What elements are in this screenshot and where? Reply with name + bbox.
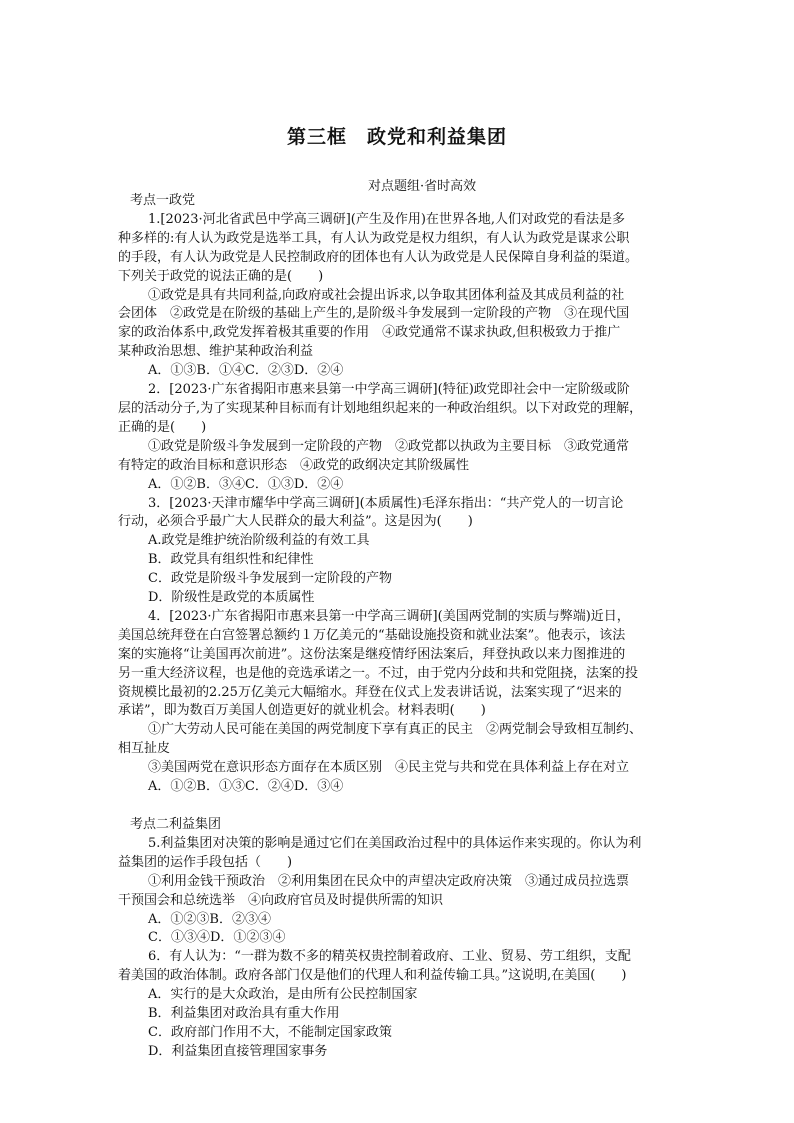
text-line: 某种政治思想、维护某种政治利益	[118, 344, 314, 360]
text-line: 相互扯皮	[118, 741, 171, 757]
text-line: 考点二利益集团	[130, 817, 222, 832]
text-line: ③美国两党在意识形态方面存在本质区别 ④民主党与共和党在具体利益上存在对立	[148, 760, 630, 776]
text-line: C．政府部门作用不大，不能制定国家政策	[148, 1024, 392, 1040]
document-body	[118, 192, 688, 1062]
text-line: 6．有人认为：“一群为数不多的精英权贵控制着政府、工业、贸易、劳工组织，支配	[148, 949, 631, 965]
text-line: 5.利益集团对决策的影响是通过它们在美国政治过程中的具体运作来实现的。你认为利	[148, 835, 642, 851]
text-line: 会团体 ②政党是在阶级的基础上产生的,是阶级斗争发展到一定阶段的产物 ③在现代国	[118, 306, 630, 322]
blank-line	[118, 797, 688, 816]
text-line: D．阶级性是政党的本质属性	[148, 590, 315, 606]
text-line: 下列关于政党的说法正确的是( )	[118, 268, 324, 284]
text-line: 美国总统拜登在白宫签署总额约１万亿美元的“基础设施投资和就业法案”。他表示，该法	[118, 627, 626, 643]
text-line: 案的实施将“让美国再次前进”。这份法案是继疫情纾困法案后，拜登执政以来力图推进的	[118, 646, 626, 662]
text-line: 着美国的政治体制。政府各部门仅是他们的代理人和利益传输工具。”这说明,在美国( )	[118, 968, 627, 984]
text-line: C．政党是阶级斗争发展到一定阶段的产物	[148, 571, 392, 587]
text-line: ①政党是具有共同利益,向政府或社会提出诉求,以争取其团体利益及其成员利益的社	[148, 287, 625, 303]
text-line: A．①②B．①③C．②④D．③④	[148, 779, 344, 795]
text-line: 4．[2023·广东省揭阳市惠来县第一中学高三调研](美国两党制的实质与弊端)近日，	[148, 608, 630, 624]
text-line: 考点一政党	[130, 193, 196, 208]
text-line: C．①③④D．①②③④	[148, 930, 286, 946]
text-line: 另一重大经济议程，也是他的竞选承诺之一。不过，由于党内分歧和共和党阻挠，法案的投	[118, 665, 639, 681]
text-line: A．①②B．③④C．①③D．②④	[148, 476, 344, 492]
text-line: 干预国会和总统选举 ④向政府官员及时提供所需的知识	[118, 892, 444, 908]
text-line: ①利用金钱干预政治 ②利用集团在民众中的声望决定政府决策 ③通过成员拉选票	[148, 873, 630, 889]
section-subtitle: 对点题组·省时高效	[368, 179, 477, 194]
text-line: A.政党是维护统治阶级利益的有效工具	[148, 533, 370, 549]
text-line: 种多样的:有人认为政党是选举工具，有人认为政党是权力组织，有人认为政党是谋求公职	[118, 230, 630, 246]
text-line: 资规模比最初的2.25万亿美元大幅缩水。拜登在仪式上发表讲话说，法案实现了“迟来的	[118, 684, 622, 700]
page-title: 第三框 政党和利益集团	[286, 126, 507, 148]
text-line: 1.[2023·河北省武邑中学高三调研](产生及作用)在世界各地,人们对政党的看法是多	[148, 211, 626, 227]
text-line: D．利益集团直接管理国家事务	[148, 1043, 328, 1059]
text-line: ①广大劳动人民可能在美国的两党制度下享有真正的民主 ②两党制会导致相互制约、	[148, 722, 643, 738]
text-line: A．实行的是大众政治，是由所有公民控制国家	[148, 987, 418, 1003]
text-line: 正确的是( )	[118, 419, 207, 435]
text-line: A．①②③B．②③④	[148, 911, 271, 927]
text-line: 3．[2023·天津市耀华中学高三调研](本质属性)毛泽东指出：“共产党人的一切言论	[148, 495, 624, 511]
text-line: 承诺”，即为数百万美国人创造更好的就业机会。材料表明( )	[118, 703, 486, 719]
text-line: ①政党是阶级斗争发展到一定阶段的产物 ②政党都以执政为主要目标 ③政党通常	[148, 438, 630, 454]
text-line: 行动，必须合乎最广大人民群众的最大利益”。这是因为( )	[118, 514, 473, 530]
text-line: 的手段，有人认为政党是人民控制政府的团体也有人认为政党是人民保障自身利益的渠道。	[118, 249, 639, 265]
text-line: 益集团的运作手段包括（ )	[118, 854, 293, 870]
text-line: B．政党具有组织性和纪律性	[148, 552, 314, 568]
text-line: A．①③B．①④C．②③D．②④	[148, 363, 344, 379]
text-line: 层的活动分子,为了实现某种目标而有计划地组织起来的一种政治组织。以下对政党的理解，	[118, 400, 643, 416]
text-line: 2．[2023·广东省揭阳市惠来县第一中学高三调研](特征)政党即社会中一定阶级或阶	[148, 382, 630, 398]
text-line: 有特定的政治目标和意识形态 ④政党的政纲决定其阶级属性	[118, 457, 470, 473]
text-line: B．利益集团对政治具有重大作用	[148, 1006, 340, 1022]
text-line: 家的政治体系中,政党发挥着极其重要的作用 ④政党通常不谋求执政,但积极致力于推广	[118, 325, 621, 341]
